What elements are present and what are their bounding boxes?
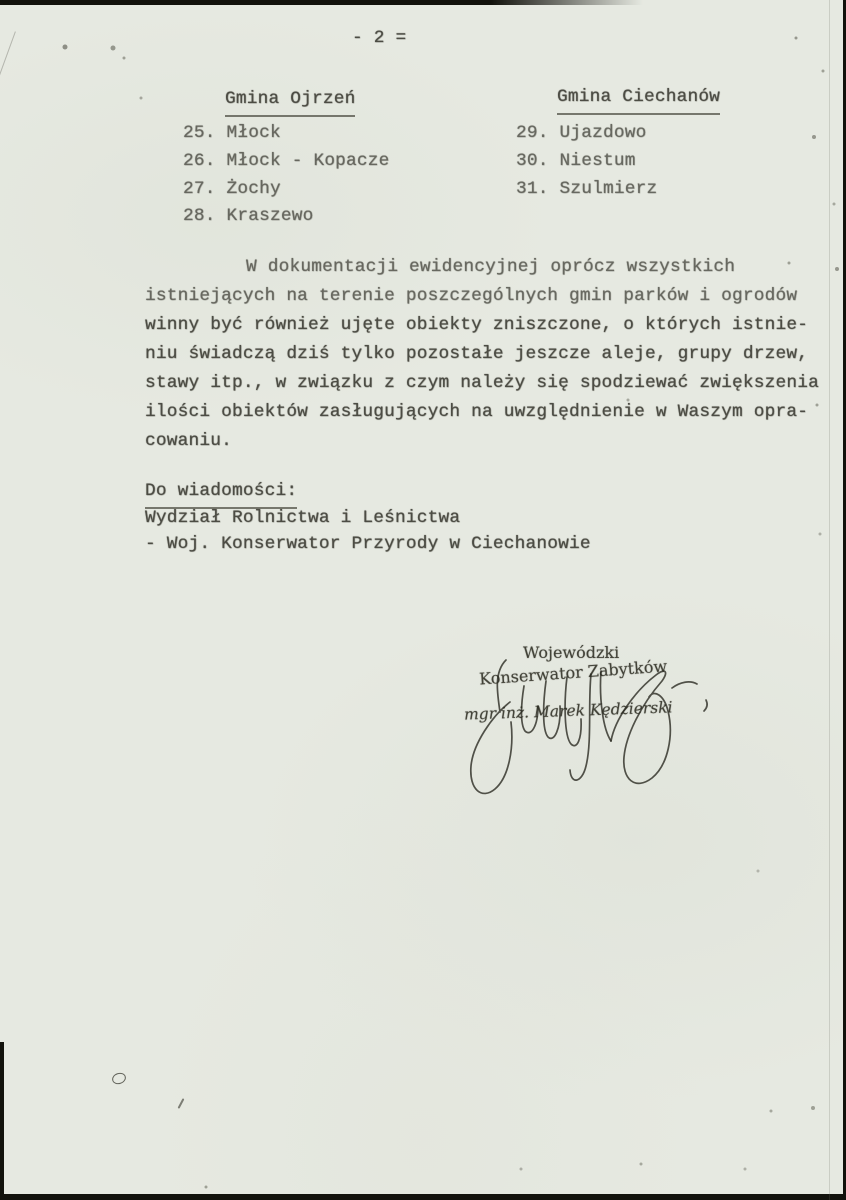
list-item: 30. Niestum bbox=[516, 151, 636, 171]
paragraph-line: cowaniu. bbox=[145, 431, 232, 451]
column-header-gmina-ciechanow: Gmina Ciechanów bbox=[557, 83, 720, 115]
paper-crease bbox=[0, 31, 16, 80]
stamp-title-line1: Wojewódzki bbox=[523, 643, 620, 662]
paragraph-line: W dokumentacji ewidencyjnej oprócz wszystkich bbox=[246, 257, 736, 277]
distribution-heading: Do wiadomości: bbox=[145, 477, 297, 509]
scan-edge-top bbox=[0, 0, 846, 5]
page-number: - 2 = bbox=[352, 28, 407, 48]
list-item: 28. Kraszewo bbox=[183, 206, 314, 226]
list-item: 26. Młock - Kopacze bbox=[183, 151, 390, 171]
paragraph-line: ilości obiektów zasługujących na uwzględnienie w Waszym opra- bbox=[145, 402, 809, 422]
scan-noise-speckles bbox=[0, 0, 2, 2]
list-item: 29. Ujazdowo bbox=[516, 123, 647, 143]
pen-ring-mark bbox=[111, 1071, 128, 1086]
list-item: 27. Żochy bbox=[183, 179, 281, 199]
paragraph-line: winny być również ujęte obiekty zniszczone, o których istnie- bbox=[145, 315, 809, 335]
distribution-line: - Woj. Konserwator Przyrody w Ciechanowie bbox=[145, 534, 591, 554]
paragraph-line: niu świadczą dziś tylko pozostałe jeszcze aleje, grupy drzew, bbox=[145, 344, 809, 364]
distribution-line: Wydział Rolnictwa i Leśnictwa bbox=[145, 508, 461, 528]
stamp-name-line: mgr inż. Marek Kędzierski bbox=[463, 698, 673, 724]
list-item: 31. Szulmierz bbox=[516, 179, 658, 199]
paragraph-line: stawy itp., w związku z czym należy się spodziewać zwiększenia bbox=[145, 373, 819, 393]
paragraph-line: istniejących na terenie poszczególnych gmin parków i ogrodów bbox=[145, 286, 798, 306]
scan-edge-left bbox=[0, 1042, 4, 1200]
scan-edge-bottom bbox=[0, 1194, 846, 1200]
column-header-gmina-ojrzen: Gmina Ojrzeń bbox=[225, 85, 355, 117]
pen-tick-mark bbox=[178, 1098, 185, 1109]
stamp-title-line2: Konserwator Zabytków bbox=[478, 656, 668, 689]
list-item: 25. Młock bbox=[183, 123, 281, 143]
paper-fold-line bbox=[829, 0, 830, 1200]
